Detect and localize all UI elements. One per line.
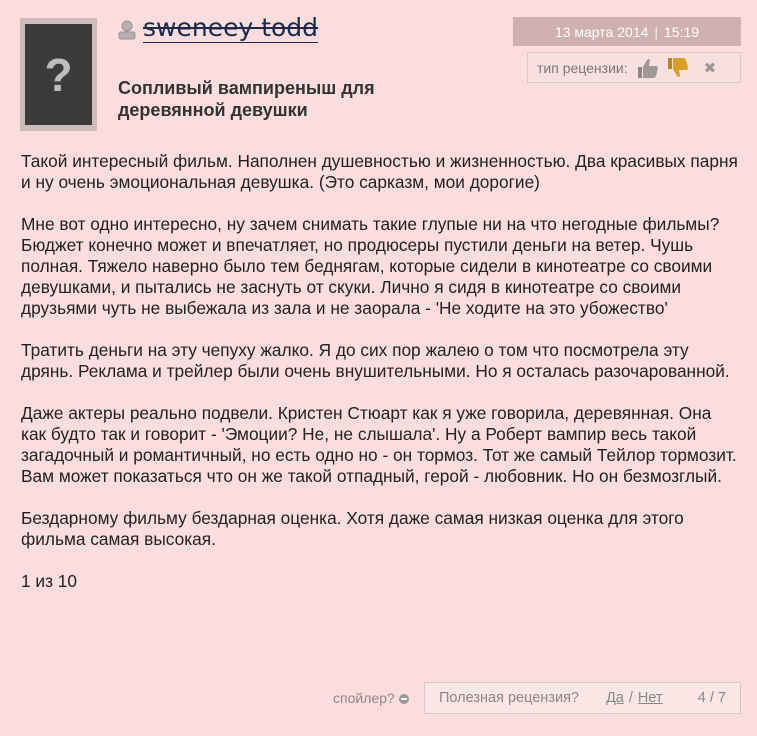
useful-yes-link[interactable]: Да [605,690,624,706]
review-time: 15:19 [664,23,700,40]
avatar-placeholder [25,24,92,125]
review-paragraph: Бездарному фильму бездарная оценка. Хотя даже самая низкая оценка для этого фильма самая высокая. [21,508,684,549]
review-paragraph: Мне вот одно интересно, ну зачем снимать такие глупые ни на что негодные фильмы? Бюджет конечно может и впечатляет, но продюсеры пустили деньги на ветер. Чушь полная. Тяжело наверно было тем беднягам, которые сидели в кинотеатре со своими девушками, и пытались не заснуть от скуки. Лично я сидя в кинотеатре со своими друзьями чуть не выбежала из зала и не заорала - 'Не ходите на это убожество' [21,214,720,318]
author-link[interactable]: sweneey todd [143,13,319,42]
close-icon[interactable]: ✖ [703,59,717,77]
review-paragraph: Даже актеры реально подвели. Кристен Стюарт как я уже говорила, деревянная. Она как будто так и говорит - 'Эмоции? Не, не слышала'. Ну а Роберт вампир весь такой загадочный и романтичный, но есть одно но - он тормоз. Тот же самый Тейлор тормозит. Вам может показаться что он же такой отпадный, герой - любовник. Но он безмозглый. [21,403,737,486]
date-bar [513,17,741,46]
useful-count: 4 / 7 [697,690,726,706]
date-separator: | [654,23,659,40]
avatar-question-mark: ? [44,48,73,101]
useful-slash: / [628,690,633,706]
spoiler-label: спойлер? [333,690,395,706]
useful-review-box [424,682,741,714]
review-rating: 1 из 10 [21,571,78,591]
review-paragraph: Тратить деньги на эту чепуху жалко. Я до сих пор жалею о том что посмотрела эту дрянь. Реклама и трейлер были очень внушительными. Но я осталась разочарованной. [21,340,730,381]
spoiler-toggle[interactable] [333,690,409,706]
user-icon [118,20,136,40]
thumb-down-icon[interactable] [666,57,690,79]
review-paragraph: Такой интересный фильм. Наполнен душевностью и жизненностью. Два красивых парня и ну очень эмоциональная девушка. (Это сарказм, мои дорогие) [21,151,738,192]
useful-question: Полезная рецензия? [439,690,579,706]
review-date: 13 марта 2014 [554,23,649,40]
review-type-box [527,52,741,83]
review-type-label: тип рецензии: [537,59,628,76]
minus-circle-icon [399,694,409,704]
review-body [21,151,741,613]
avatar[interactable] [20,18,97,131]
review-title: Сопливый вампиреныш для деревянной девушки [118,78,375,120]
thumb-up-icon[interactable] [636,57,660,79]
useful-no-link[interactable]: Нет [637,690,663,706]
